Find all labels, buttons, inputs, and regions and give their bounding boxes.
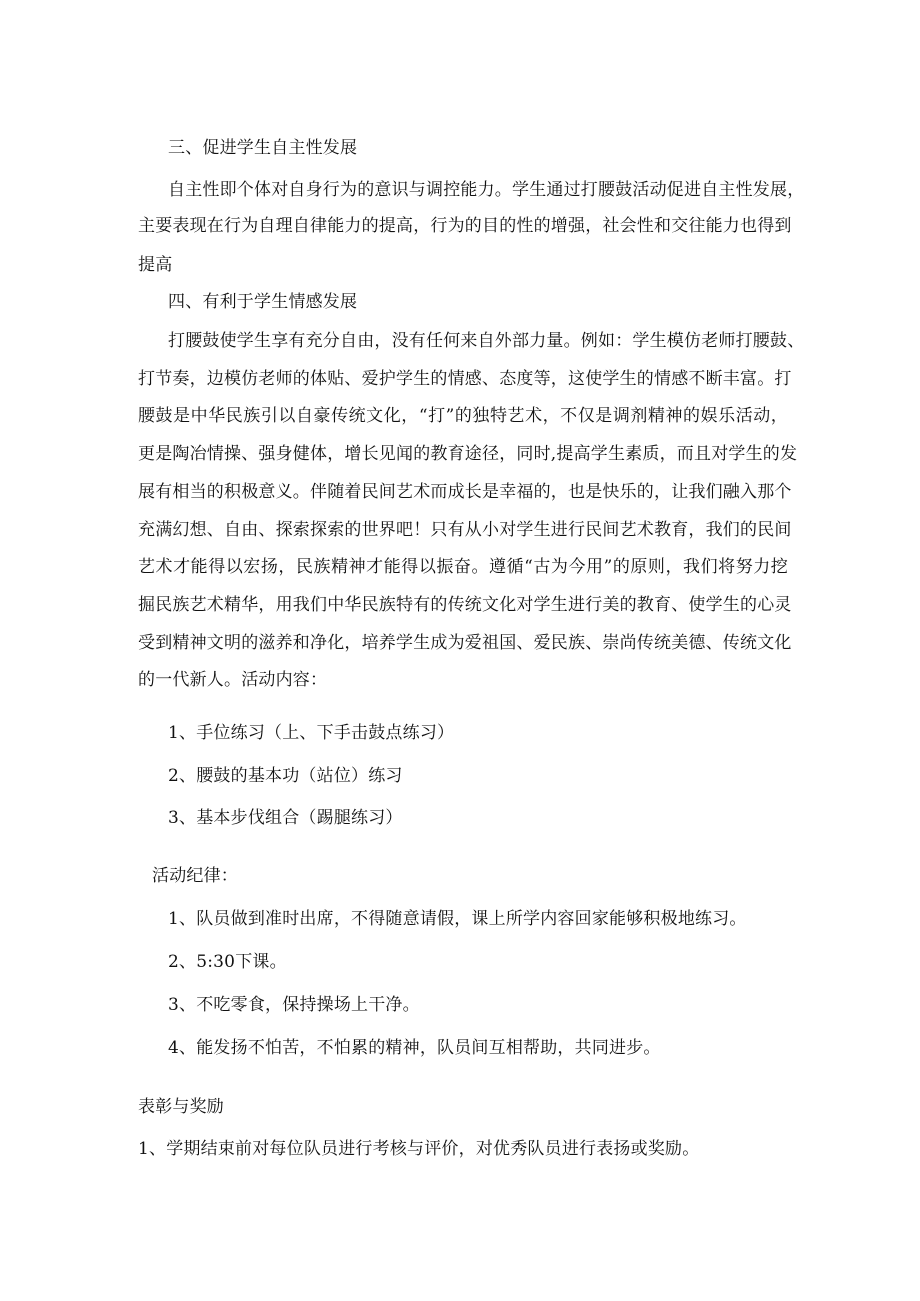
activity-content-item: 1、手位练习（上、下手击鼓点练习） xyxy=(168,723,455,743)
discipline-item: 2、5:30下课。 xyxy=(168,952,287,972)
discipline-item: 4、能发扬不怕苦，不怕累的精神，队员间互相帮助，共同进步。 xyxy=(168,1038,661,1058)
activity-content-item: 2、腰鼓的基本功（站位）练习 xyxy=(168,766,403,786)
section4-paragraph-line: 掘民族艺术精华，用我们中华民族特有的传统文化对学生进行美的教育、使学生的心灵 xyxy=(138,595,792,615)
discipline-item: 3、不吃零食，保持操场上干净。 xyxy=(168,995,420,1015)
section4-paragraph-line: 腰鼓是中华民族引以自豪传统文化，“打”的独特艺术，不仅是调剂精神的娱乐活动， xyxy=(138,406,788,426)
section4-heading: 四、有利于学生情感发展 xyxy=(168,292,358,312)
section4-paragraph-line: 受到精神文明的滋养和净化，培养学生成为爱祖国、爱民族、崇尚传统美德、传统文化 xyxy=(138,633,792,653)
section3-paragraph-line: 提高 xyxy=(138,255,173,275)
section3-paragraph-line: 自主性即个体对自身行为的意识与调控能力。学生通过打腰鼓活动促进自主性发展， xyxy=(168,180,805,200)
discipline-item: 1、队员做到准时出席，不得随意请假，课上所学内容回家能够积极地练习。 xyxy=(168,909,747,929)
section4-paragraph-line: 打节奏，边模仿老师的体贴、爱护学生的情感、态度等，这使学生的情感不断丰富。打 xyxy=(138,369,792,389)
section3-heading: 三、促进学生自主性发展 xyxy=(168,138,358,158)
section4-paragraph-line: 充满幻想、自由、探索探索的世界吧！只有从小对学生进行民间艺术教育，我们的民间 xyxy=(138,520,792,540)
section4-paragraph-line: 展有相当的积极意义。伴随着民间艺术而成长是幸福的，也是快乐的，让我们融入那个 xyxy=(138,482,792,502)
discipline-heading: 活动纪律： xyxy=(152,866,238,886)
section4-paragraph-line: 艺术才能得以宏扬，民族精神才能得以振奋。遵循“古为今用”的原则，我们将努力挖 xyxy=(138,557,788,577)
section4-paragraph-line: 更是陶冶情操、强身健体，增长见闻的教育途径，同时,提高学生素质，而且对学生的发 xyxy=(138,444,798,464)
rewards-heading: 表彰与奖励 xyxy=(138,1097,224,1117)
section3-paragraph-line: 主要表现在行为自理自律能力的提高，行为的目的性的增强，社会性和交往能力也得到 xyxy=(138,216,792,236)
section4-paragraph-line: 的一代新人。活动内容： xyxy=(138,670,328,690)
activity-content-item: 3、基本步伐组合（踢腿练习） xyxy=(168,808,403,828)
rewards-item: 1、学期结束前对每位队员进行考核与评价，对优秀队员进行表扬或奖励。 xyxy=(138,1139,700,1159)
section4-paragraph-line: 打腰鼓使学生享有充分自由，没有任何来自外部力量。例如：学生模仿老师打腰鼓、 xyxy=(168,331,805,351)
